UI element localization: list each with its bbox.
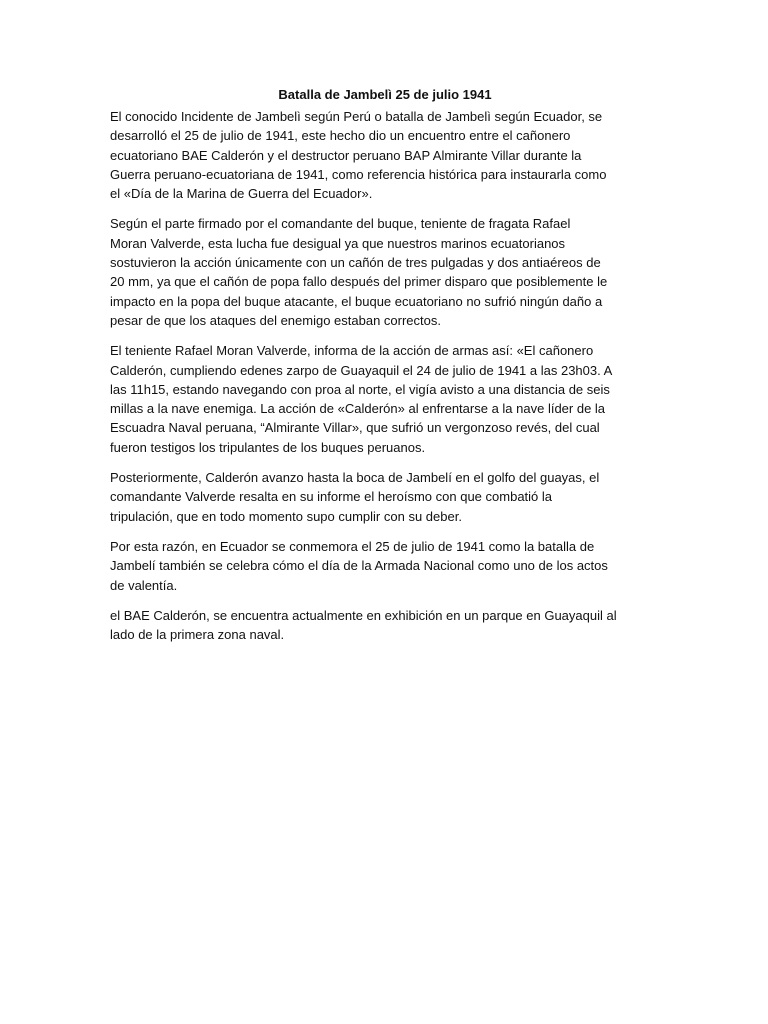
paragraph-line: sostuvieron la acción únicamente con un cañón de tres pulgadas y dos antiaéreos de: [110, 255, 601, 271]
paragraph-line: Escuadra Naval peruana, “Almirante Villar», que sufrió un vergonzoso revés, del cual: [110, 420, 600, 436]
document-page: [110, 85, 660, 655]
paragraph-4: [110, 468, 660, 526]
paragraph-line: el BAE Calderón, se encuentra actualmente en exhibición en un parque en Guayaquil al: [110, 607, 617, 623]
paragraph-2: [110, 214, 660, 330]
paragraph-line: ecuatoriano BAE Calderón y el destructor peruano BAP Almirante Villar durante la: [110, 147, 582, 163]
paragraph-line: lado de la primera zona naval.: [110, 627, 285, 643]
paragraph-line: Guerra peruano-ecuatoriana de 1941, como referencia histórica para instaurarla como: [110, 166, 607, 182]
paragraph-line: Calderón, cumpliendo edenes zarpo de Guayaquil el 24 de julio de 1941 a las 23h03. A: [110, 362, 613, 378]
paragraph-line: las 11h15, estando navegando con proa al norte, el vigía avisto a una distancia de seis: [110, 381, 610, 397]
paragraph-line: el «Día de la Marina de Guerra del Ecuador».: [110, 186, 373, 202]
paragraph-line: El conocido Incidente de Jambelì según Perú o batalla de Jambelì según Ecuador, se: [110, 109, 603, 124]
paragraph-1: [110, 107, 660, 203]
paragraph-line: 20 mm, ya que el cañón de popa fallo después del primer disparo que posiblemente le: [110, 274, 608, 290]
paragraph-line: Posteriormente, Calderón avanzo hasta la boca de Jambelí en el golfo del guayas, el: [110, 470, 600, 486]
paragraph-3: [110, 341, 660, 457]
paragraph-line: Por esta razón, en Ecuador se conmemora el 25 de julio de 1941 como la batalla de: [110, 538, 595, 554]
paragraph-line: impacto en la popa del buque atacante, el buque ecuatoriano no sufrió ningún daño a: [110, 293, 603, 309]
paragraph-line: de valentía.: [110, 577, 178, 593]
paragraph-5: [110, 537, 660, 595]
paragraph-line: millas a la nave enemiga. La acción de «Calderón» al enfrentarse a la nave líder de la: [110, 401, 606, 417]
paragraph-line: Moran Valverde, esta lucha fue desigual ya que nuestros marinos ecuatorianos: [110, 235, 566, 251]
paragraph-line: Según el parte firmado por el comandante del buque, teniente de fragata Rafael: [110, 216, 571, 232]
paragraph-6: [110, 606, 660, 645]
paragraph-line: pesar de que los ataques del enemigo estaban correctos.: [110, 312, 441, 328]
document-title: Batalla de Jambelì 25 de julio 1941: [278, 87, 492, 102]
paragraph-line: El teniente Rafael Moran Valverde, informa de la acción de armas así: «El cañonero: [110, 343, 594, 359]
paragraph-line: comandante Valverde resalta en su informe el heroísmo con que combatió la: [110, 489, 553, 505]
paragraph-line: desarrolló el 25 de julio de 1941, este hecho dio un encuentro entre el cañonero: [110, 128, 571, 144]
paragraph-line: Jambelí también se celebra cómo el día de la Armada Nacional como uno de los actos: [110, 558, 608, 574]
paragraph-line: tripulación, que en todo momento supo cumplir con su deber.: [110, 508, 462, 524]
paragraph-line: fueron testigos los tripulantes de los buques peruanos.: [110, 439, 426, 455]
